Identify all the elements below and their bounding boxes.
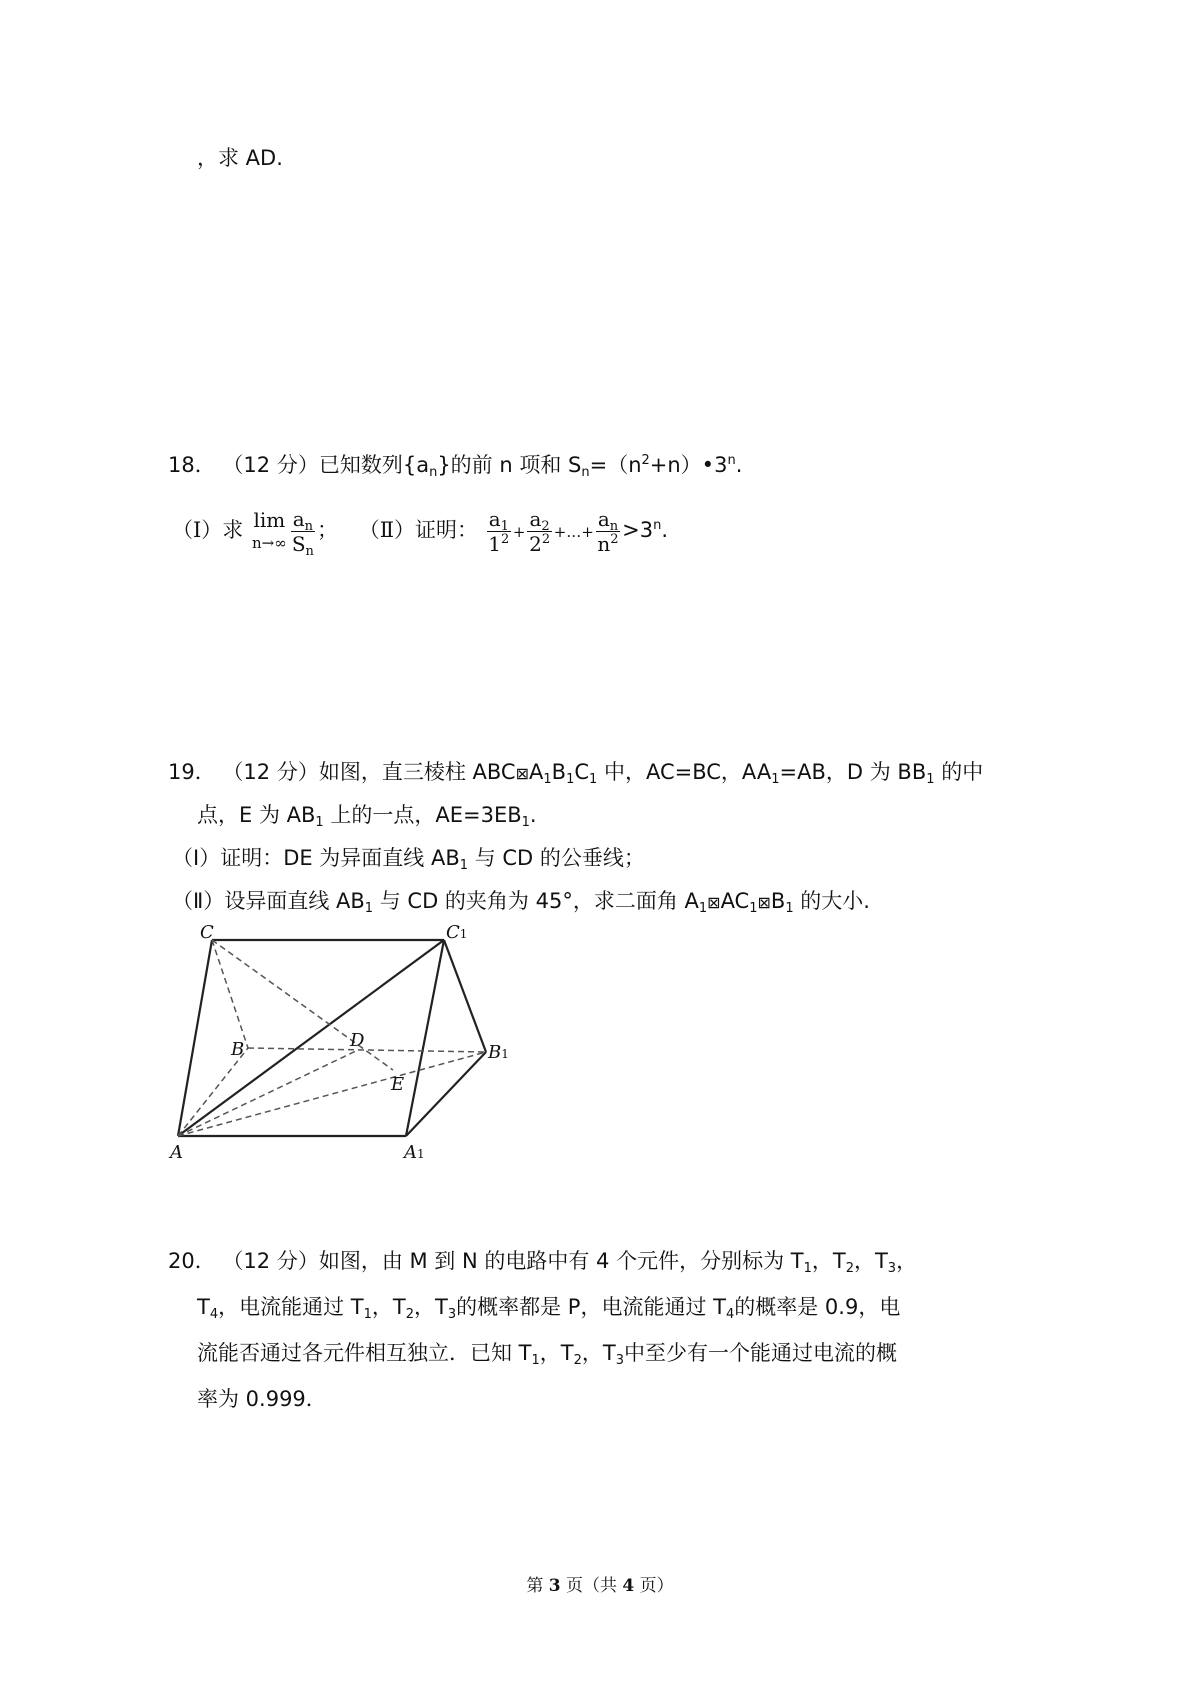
q20-text: ，T [811,1249,846,1273]
q20-text: 如图，由 M 到 N 的电路中有 4 个元件，分别标为 T [318,1249,804,1273]
sub: 1 [589,772,598,787]
missing-glyph-icon: ⊠ [515,764,529,783]
sub: 1 [521,815,530,830]
q20-score: （12 分） [222,1249,319,1273]
q19-text: 的中 [934,760,984,784]
q19-text: A [528,760,544,784]
sup: n [727,453,736,468]
q18-end: . [661,518,669,542]
sub: 1 [698,901,708,916]
q18-part1-label: （Ⅰ）求 [172,518,244,542]
plus-sign: + [512,523,526,541]
q19-text: AC [720,889,750,913]
q20-line2 [197,1292,900,1322]
sub: 1 [785,901,794,916]
sub: 1 [543,772,552,787]
q19-text: （Ⅱ）设异面直线 AB [172,889,365,913]
label-C: C [200,922,214,943]
q20-line1 [168,1246,917,1276]
sub: 1 [566,772,575,787]
q18-part1-end: ； [317,518,339,542]
q18-part2-label: （Ⅱ）证明： [358,518,478,542]
q18-text: +n）•3 [649,453,728,477]
q19-text: . [529,803,537,827]
frac-denominator: $S_n$ [291,531,314,559]
sup: n [653,518,662,533]
ellipsis-sum: +…+ [553,523,594,541]
q19-part1 [172,843,645,873]
sub: 1 [531,1353,540,1368]
hidden-segment-A-D [178,1050,358,1136]
q20-text: ，电流能通过 T [218,1295,364,1319]
q18-text: =（n [589,453,642,477]
sub: 1 [771,772,780,787]
q19-part2 [172,886,870,918]
label-A: A [170,1142,183,1163]
sub: 1 [363,1307,372,1322]
q18-score: （12 分） [222,453,319,477]
q20-text: ， [896,1249,918,1273]
hidden-edge-C-B [212,940,248,1048]
q19-text: 与 CD 的公垂线； [468,846,645,870]
frac-numerator: $a_2$ [529,506,550,534]
sub: 1 [803,1261,812,1276]
sub: 3 [447,1307,457,1322]
sub: 1 [749,901,758,916]
q20-text: 流能否通过各元件相互独立．已知 T [197,1341,532,1365]
term-a2-over-2sq [527,507,551,556]
frac-numerator: $a_1$ [488,506,509,534]
lim-condition: n→∞ [251,534,287,552]
page-footer [0,1571,1200,1596]
q18-text: }的前 n 项和 S [437,453,582,477]
footer-text: 第 [526,1576,549,1596]
lim-word: lim [253,508,286,532]
page-total: 4 [622,1576,635,1596]
label-A1: A1 [404,1142,425,1163]
inequality: >3 [622,518,654,542]
q19-stem-line2 [197,800,537,830]
q19-text: （Ⅰ）证明：DE 为异面直线 AB [172,846,460,870]
q19-score: （12 分） [222,760,319,784]
frac-denominator: $1^2$ [488,531,510,556]
q19-text: B [770,889,786,913]
fraction-an-over-sn [291,506,315,559]
footer-text: 页） [634,1576,674,1596]
frac-denominator: $n^2$ [597,531,619,556]
q19-text: C [574,760,590,784]
q20-text: ，T [581,1341,616,1365]
sub: 3 [615,1353,625,1368]
q18-text: 已知数列{a [318,453,430,477]
limit-expression [252,508,287,554]
edge-C1-A1 [406,940,444,1136]
sub: 4 [209,1307,219,1322]
q18-number: 18． [168,453,216,477]
sub: n [581,465,590,480]
q20-text: ，T [414,1295,448,1319]
q20-text: ，T [371,1295,406,1319]
edge-C1-B1 [444,940,486,1052]
q19-text: 中，AC=BC，AA [597,760,772,784]
sub: 2 [845,1261,854,1276]
term-a1-over-1sq [487,507,511,556]
sub: 3 [887,1261,897,1276]
q19-text: 如图，直三棱柱 ABC [318,760,516,784]
edge-C-A [178,940,212,1136]
frac-numerator: $a_n$ [597,506,619,534]
q20-number: 20． [168,1249,216,1273]
frac-denominator: $2^2$ [529,531,551,556]
sub: 4 [725,1307,735,1322]
q18-text: . [735,453,743,477]
q18-parts [172,500,668,562]
term-an-over-nsq [596,507,620,556]
q20-text: 的概率都是 P，电流能通过 T [456,1295,726,1319]
sub: 2 [573,1353,582,1368]
q18-stem [168,450,742,480]
q19-number: 19． [168,760,216,784]
label-C1: C1 [446,922,468,943]
sub: n [429,465,438,480]
hidden-segment-A-B1 [178,1052,486,1136]
label-B1: B1 [488,1042,509,1063]
q19-stem-line1 [168,757,983,789]
sub: 1 [315,815,324,830]
q19-text: 点，E 为 AB [197,803,316,827]
continued-question-fragment: ，求 AD. [197,146,283,170]
q20-line4 [197,1384,327,1414]
q20-text: T [197,1295,210,1319]
q20-line3 [197,1338,897,1368]
footer-text: 页（共 [560,1576,623,1596]
q20-text: ，T [539,1341,574,1365]
label-D: D [350,1030,365,1051]
sub: 2 [405,1307,415,1322]
q20-text: 的概率是 0.9，电 [734,1295,901,1319]
label-E: E [391,1074,405,1095]
missing-glyph-icon: ⊠ [707,893,721,912]
q19-text: 与 CD 的夹角为 45°，求二面角 A [373,889,699,913]
q19-text: 的大小. [793,889,870,913]
q19-text: =AB，D 为 BB [779,760,927,784]
frac-numerator: $a_n$ [292,506,314,534]
sub: 1 [459,858,469,873]
q19-text: 上的一点，AE=3EB [323,803,522,827]
q19-text: B [551,760,567,784]
diagonal-A-C1 [178,940,444,1136]
label-B: B [231,1039,245,1060]
sub: 1 [926,772,935,787]
prism-figure [168,918,528,1163]
q20-text: ，T [853,1249,888,1273]
page-number: 3 [548,1576,561,1596]
sub: 1 [364,901,374,916]
sup: 2 [641,453,650,468]
missing-glyph-icon: ⊠ [757,893,771,912]
edge-B1-A1 [406,1052,486,1136]
q20-text: 中至少有一个能通过电流的概 [624,1341,898,1365]
q20-text: 率为 0.999． [197,1387,327,1411]
